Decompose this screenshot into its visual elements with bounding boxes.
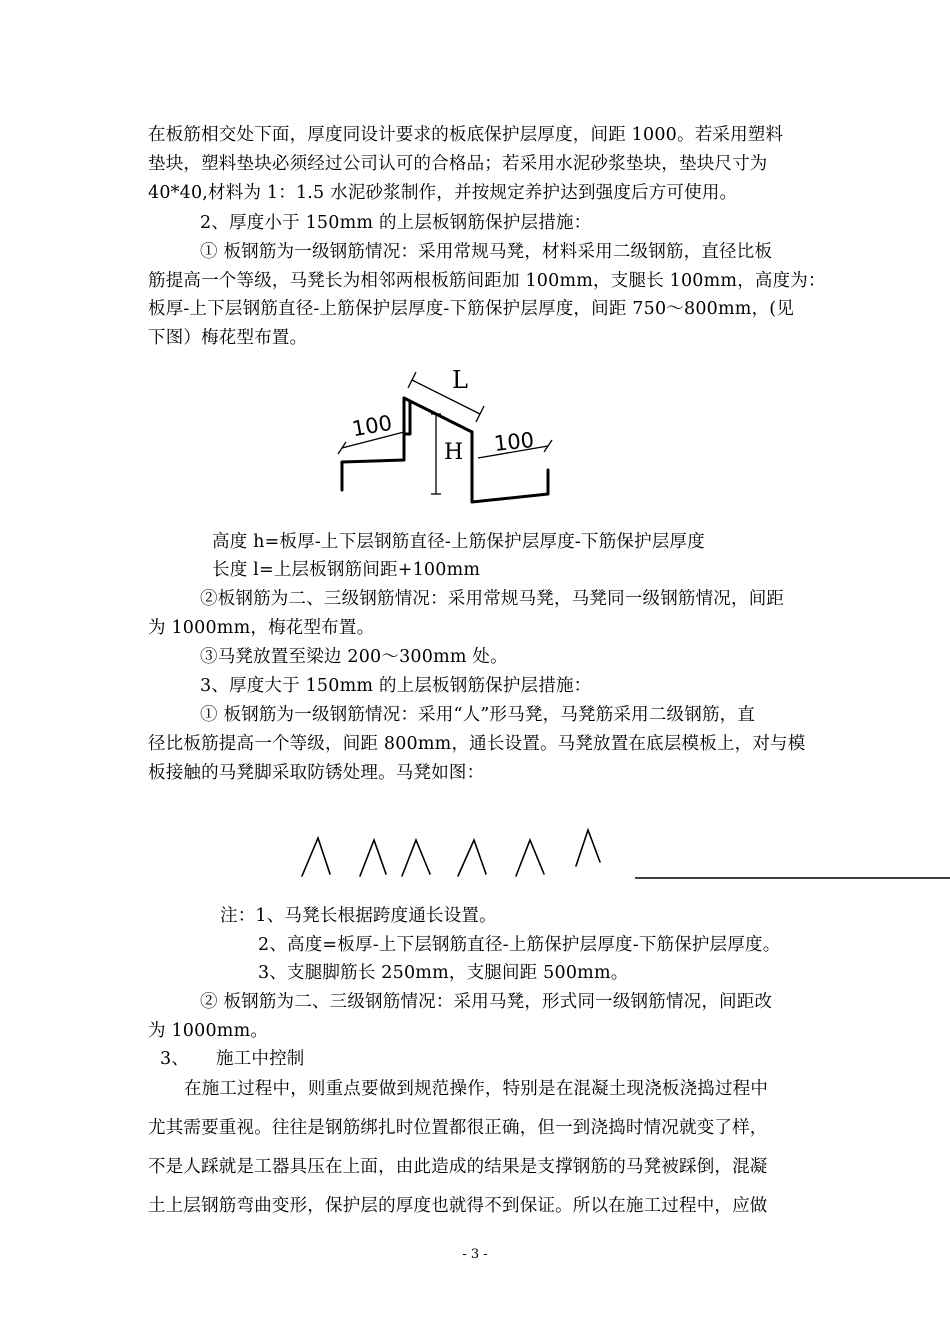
chair-leg-pair — [458, 840, 486, 876]
paragraph-line: 土上层钢筋弯曲变形，保护层的厚度也就得不到保证。所以在施工过程中，应做 — [148, 1196, 768, 1216]
chair-top-bar — [404, 398, 472, 432]
note-line: 3、支腿脚筋长 250mm，支腿间距 500mm。 — [258, 963, 629, 983]
chair-leg-pair — [576, 830, 600, 866]
paragraph-line: 筋提高一个等级，马凳长为相邻两根板筋间距加 100mm，支腿长 100mm，高度为： — [148, 271, 826, 291]
section-title: 施工中控制 — [216, 1049, 305, 1069]
paragraph-line: ②板钢筋为二、三级钢筋情况：采用常规马凳，马凳同一级钢筋情况，间距 — [200, 589, 785, 609]
formula-length: 长度 l=上层板钢筋间距+100mm — [212, 560, 481, 580]
paragraph-line: 垫块，塑料垫块必须经过公司认可的合格品；若采用水泥砂浆垫块，垫块尺寸为 — [148, 154, 768, 174]
label-right-leg-length: 100 — [492, 427, 536, 457]
paragraph-line: 40*40,材料为 1：1.5 水泥砂浆制作，并按规定养护达到强度后方可使用。 — [148, 183, 738, 203]
paragraph-line: 在施工过程中，则重点要做到规范操作，特别是在混凝土现浇板浇捣过程中 — [184, 1079, 769, 1099]
ren-shaped-chair-diagram — [290, 822, 950, 882]
chair-leg-pair — [516, 840, 544, 876]
note-line: 注：1、马凳长根据跨度通长设置。 — [220, 906, 497, 926]
note-line: 2、高度=板厚-上下层钢筋直径-上筋保护层厚度-下筋保护层厚度。 — [258, 935, 781, 955]
paragraph-line: 板接触的马凳脚采取防锈处理。马凳如图： — [148, 763, 485, 783]
chair-leg-pair — [360, 840, 386, 876]
section-number: 3、 — [160, 1049, 190, 1069]
chair-left-leg — [342, 398, 404, 490]
paragraph-line: ① 板钢筋为一级钢筋情况：采用常规马凳，材料采用二级钢筋，直径比板 — [200, 242, 773, 262]
paragraph-line: ① 板钢筋为一级钢筋情况：采用“人”形马凳，马凳筋采用二级钢筋，直 — [200, 705, 756, 725]
paragraph-line: 下图）梅花型布置。 — [148, 328, 308, 348]
dim-line-l — [412, 380, 480, 414]
paragraph-line: 径比板筋提高一个等级，间距 800mm，通长设置。马凳放置在底层模板上，对与模 — [148, 734, 806, 754]
paragraph-line: ② 板钢筋为二、三级钢筋情况：采用马凳，形式同一级钢筋情况，间距改 — [200, 992, 773, 1012]
chair-leg-pair — [402, 840, 430, 876]
page-number: - 3 - — [462, 1247, 488, 1262]
label-h: H — [444, 440, 464, 465]
paragraph-line: 为 1000mm。 — [148, 1021, 269, 1041]
paragraph-line: 不是人踩就是工器具压在上面，由此造成的结果是支撑钢筋的马凳被踩倒，混凝 — [148, 1157, 768, 1177]
paragraph-line: 尤其需要重视。往往是钢筋绑扎时位置都很正确，但一到浇捣时情况就变了样， — [148, 1118, 768, 1138]
label-l: L — [452, 366, 468, 394]
paragraph-line: 在板筋相交处下面，厚度同设计要求的板底保护层厚度，间距 1000。若采用塑料 — [148, 125, 784, 145]
section-heading: 3、厚度大于 150mm 的上层板钢筋保护层措施： — [200, 676, 592, 696]
formula-height: 高度 h=板厚-上下层钢筋直径-上筋保护层厚度-下筋保护层厚度 — [212, 532, 705, 552]
paragraph-line: 板厚-上下层钢筋直径-上筋保护层厚度-下筋保护层厚度，间距 750～800mm，(见 — [148, 299, 795, 319]
section-heading: 2、厚度小于 150mm 的上层板钢筋保护层措施： — [200, 213, 592, 233]
paragraph-line: 为 1000mm，梅花型布置。 — [148, 618, 375, 638]
chair-leg-pair — [302, 838, 330, 876]
paragraph-line: ③马凳放置至梁边 200～300mm 处。 — [200, 647, 508, 667]
label-left-leg-length: 100 — [350, 410, 394, 442]
